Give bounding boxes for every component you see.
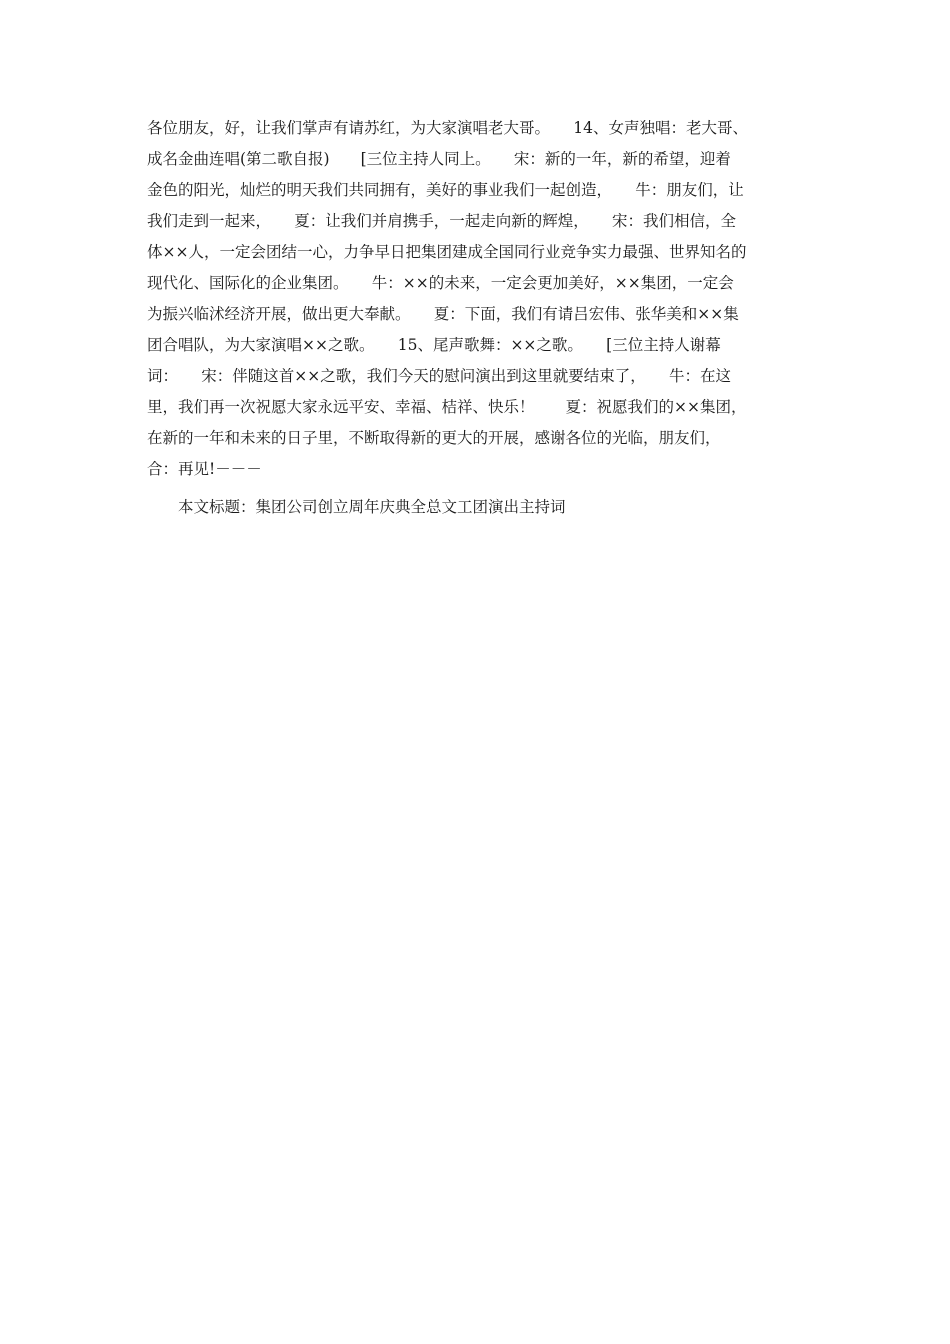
text-line: 体××人，一定会团结一心，力争早日把集团建成全国同行业竞争实力最强、世界知名的: [147, 243, 747, 261]
text-line: 我们走到一起来， 夏：让我们并肩携手，一起走向新的辉煌， 宋：我们相信，全: [147, 212, 737, 230]
text-line: 各位朋友，好，让我们掌声有请苏红，为大家演唱老大哥。 14、女声独唱：老大哥、: [147, 119, 748, 137]
text-line: 在新的一年和未来的日子里，不断取得新的更大的开展，感谢各位的光临，朋友们，: [147, 429, 721, 447]
article-title-line: 本文标题：集团公司创立周年庆典全总文工团演出主持词: [178, 498, 566, 516]
text-line: 团合唱队，为大家演唱××之歌。 15、尾声歌舞：××之歌。 [三位主持人谢幕: [147, 336, 721, 354]
text-line: 现代化、国际化的企业集团。 牛：××的未来，一定会更加美好，××集团，一定会: [147, 274, 734, 292]
text-line: 金色的阳光，灿烂的明天我们共同拥有，美好的事业我们一起创造， 牛：朋友们，让: [147, 181, 744, 199]
text-line: 词： 宋：伴随这首××之歌，我们今天的慰问演出到这里就要结束了， 牛：在这: [147, 367, 731, 385]
body-text: [147, 113, 803, 485]
text-line: 为振兴临沭经济开展，做出更大奉献。 夏：下面，我们有请吕宏伟、张华美和××集: [147, 305, 739, 323]
text-line: 成名金曲连唱(第二歌自报) [三位主持人同上。 宋：新的一年，新的希望，迎着: [147, 150, 731, 168]
text-line: 里，我们再一次祝愿大家永远平安、幸福、桔祥、快乐！ 夏：祝愿我们的××集团，: [147, 398, 747, 416]
text-line: 合：再见!－－－: [147, 460, 262, 478]
